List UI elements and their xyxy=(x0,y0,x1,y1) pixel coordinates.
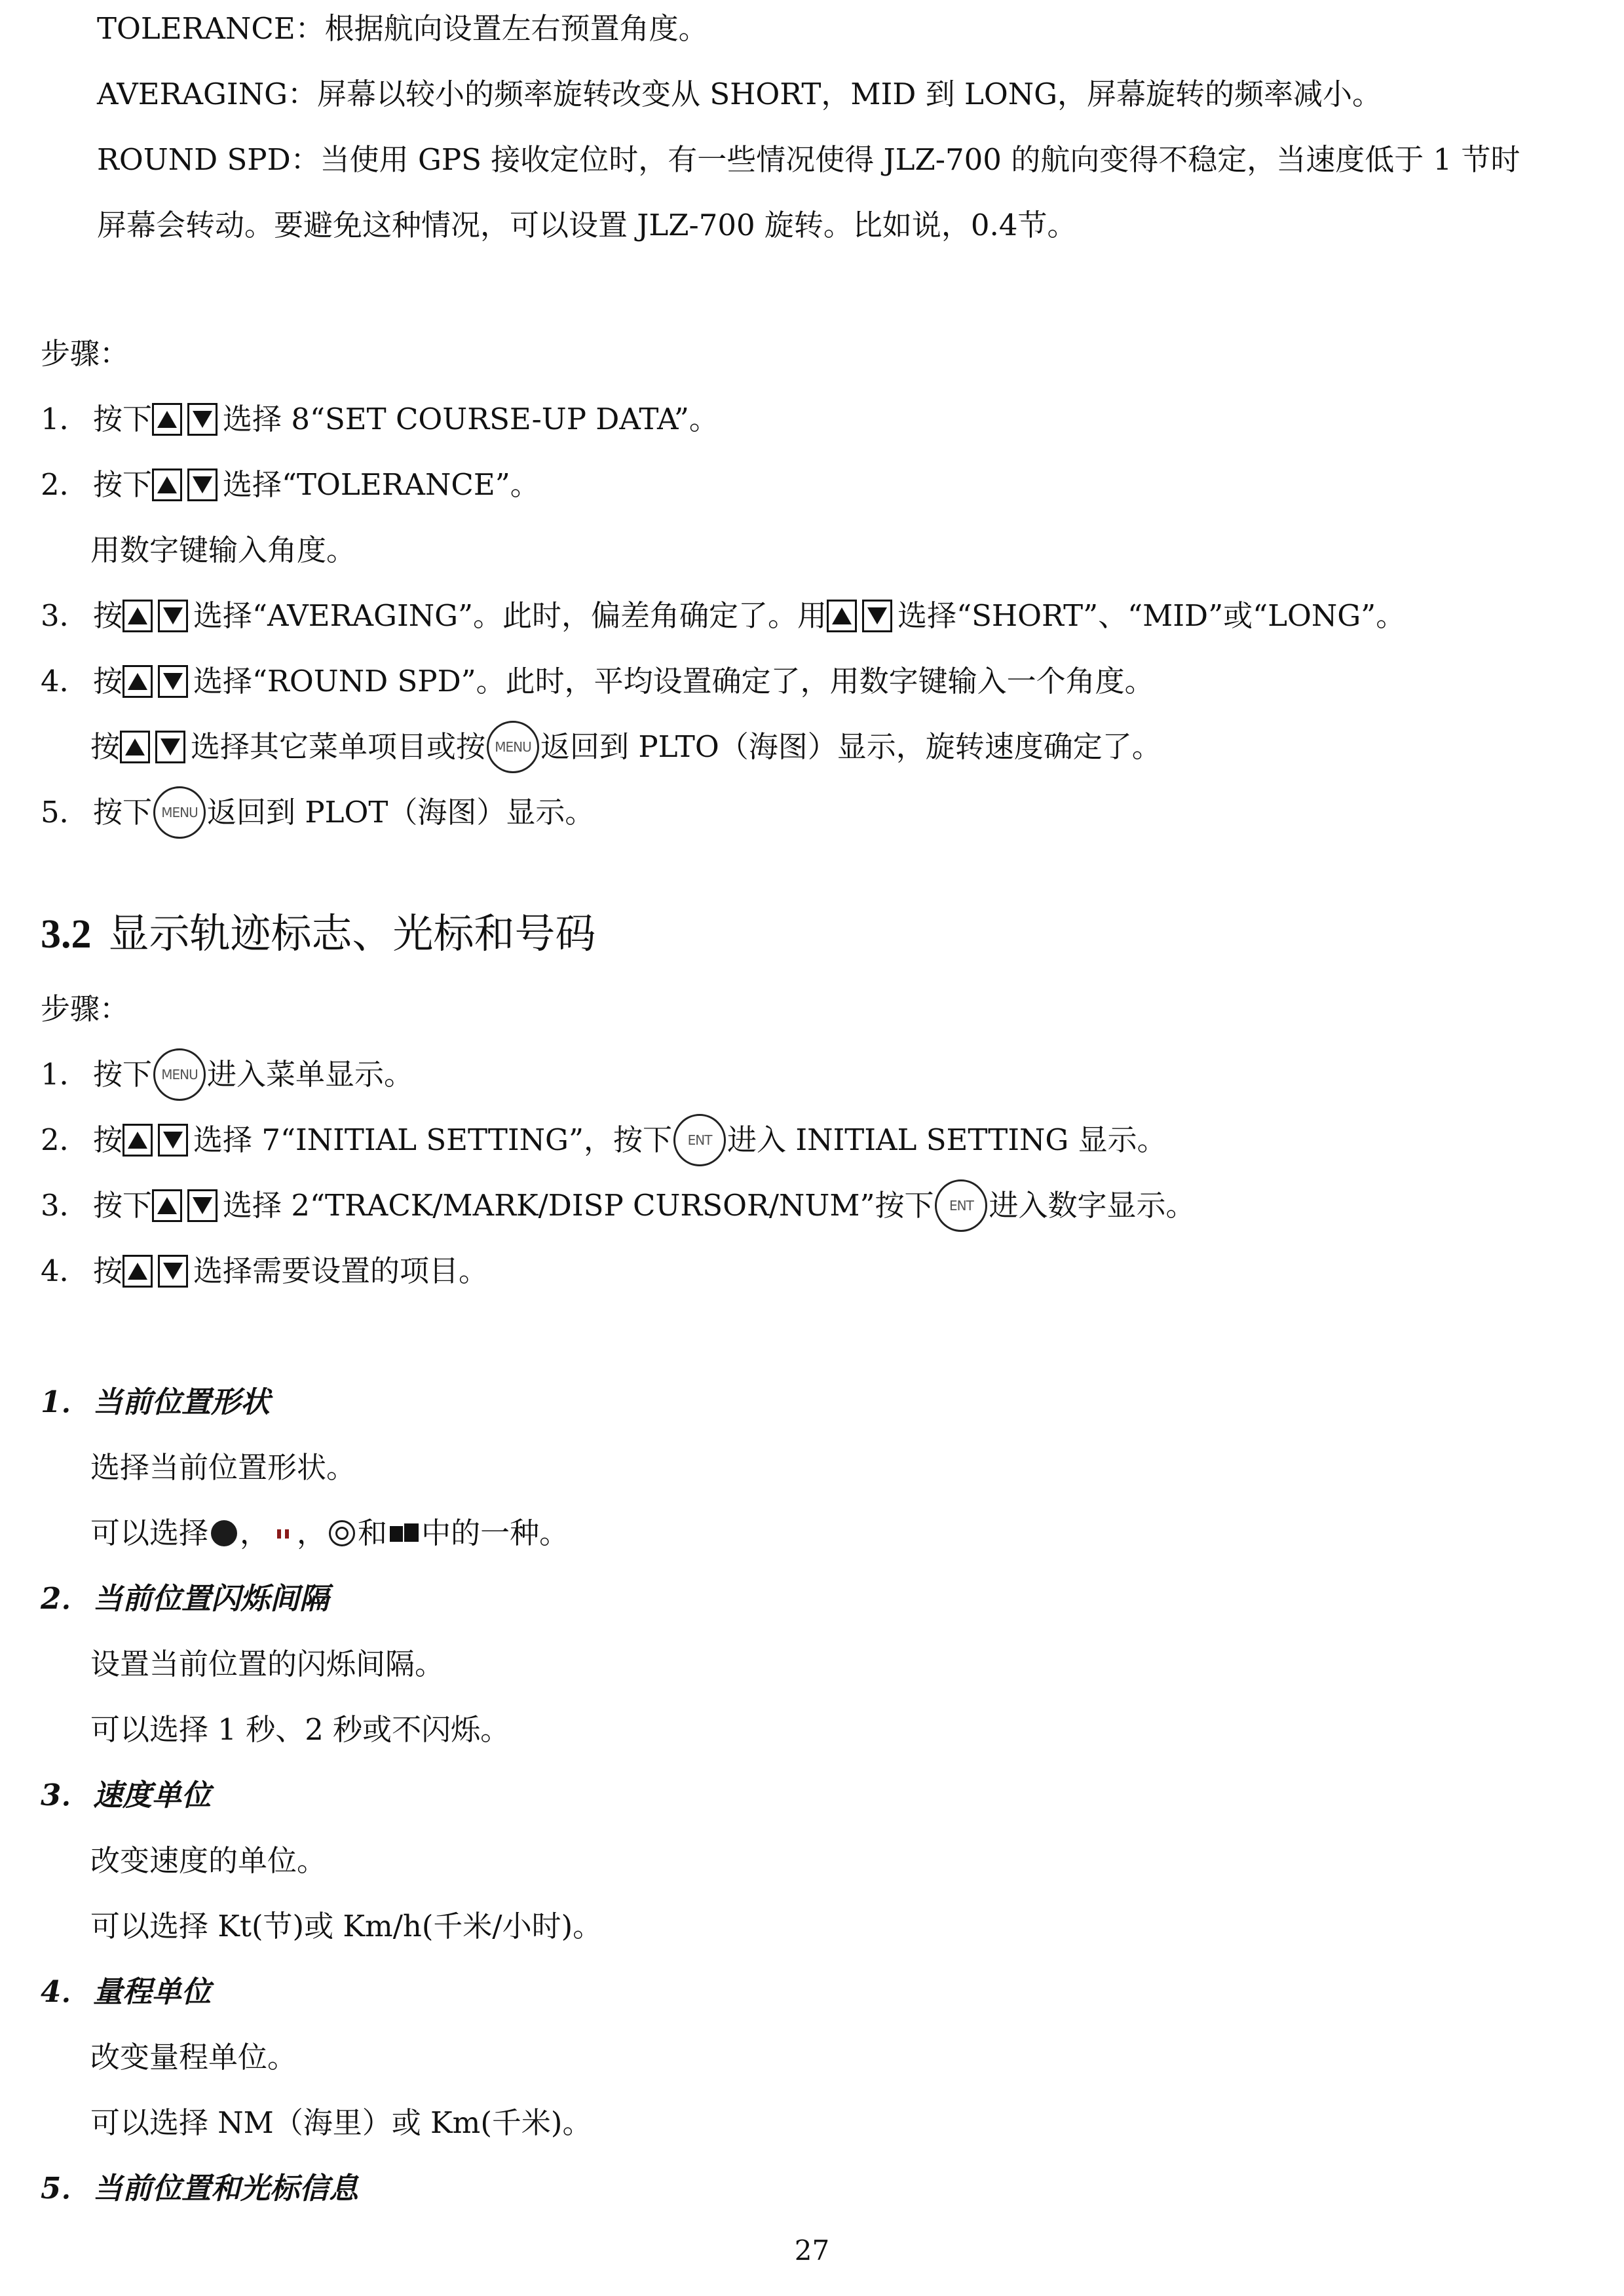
step-text: 按 xyxy=(93,1253,123,1288)
up-arrow-key-icon xyxy=(123,665,153,698)
down-arrow-key-icon xyxy=(158,665,188,698)
ring-circle-icon xyxy=(329,1520,355,1546)
averaging-text: AVERAGING：屏幕以较小的频率旋转改变从 SHORT，MID 到 LONG，屏幕旋转的频率减小。 xyxy=(97,77,1382,111)
step-text: 选择其它菜单项目或按 xyxy=(191,729,486,764)
item-2-line-1: 设置当前位置的闪烁间隔。 xyxy=(90,1647,445,1681)
up-arrow-key-icon xyxy=(123,600,153,632)
item-title: 速度单位 xyxy=(93,1778,212,1812)
item-title: 当前位置和光标信息 xyxy=(93,2171,359,2206)
item-title: 量程单位 xyxy=(93,1974,212,2009)
item-1-line-1: 选择当前位置形状。 xyxy=(90,1450,356,1485)
step-number: 2． xyxy=(41,467,89,502)
item-1-line-2 xyxy=(90,1514,569,1553)
step-text: 返回到 PLOT（海图）显示。 xyxy=(207,795,595,830)
item-text: 和 xyxy=(358,1516,388,1550)
comma-text: ， xyxy=(297,1516,327,1550)
step-number: 2． xyxy=(41,1122,89,1157)
item-number: 3． xyxy=(41,1778,91,1812)
step-text: 按下 xyxy=(93,1057,153,1092)
tolerance-text: TOLERANCE：根据航向设置左右预置角度。 xyxy=(97,11,708,46)
step-4 xyxy=(41,662,1154,701)
ent-key-icon: ENT xyxy=(673,1114,726,1166)
step-5 xyxy=(41,793,594,832)
step-text: 按 xyxy=(93,598,123,633)
item-1-heading xyxy=(41,1383,270,1422)
step-text: 按下 xyxy=(93,1188,153,1223)
up-arrow-key-icon xyxy=(152,469,182,501)
step-number: 4． xyxy=(41,664,89,698)
step-number: 3． xyxy=(41,1188,89,1223)
step-text: 选择“SHORT”、“MID”或“LONG”。 xyxy=(897,598,1406,633)
step-text: 选择 7“INITIAL SETTING”，按下 xyxy=(193,1122,673,1157)
item-3-line-1: 改变速度的单位。 xyxy=(90,1843,327,1878)
up-arrow-key-icon xyxy=(152,1189,182,1222)
step-number: 5． xyxy=(41,795,89,830)
item-title: 当前位置形状 xyxy=(93,1385,271,1419)
comma-text: ， xyxy=(240,1516,270,1550)
down-arrow-key-icon xyxy=(187,1189,217,1222)
item-text: 可以选择 xyxy=(90,1516,209,1550)
menu-key-icon: MENU xyxy=(153,786,206,839)
step2-4 xyxy=(41,1252,488,1291)
ent-key-icon: ENT xyxy=(935,1179,987,1232)
round-spd-text-1: ROUND SPD：当使用 GPS 接收定位时，有一些情况使得 JLZ-700 的航向变得不稳定，当速度低于 1 节时 xyxy=(97,142,1520,177)
item-text: 中的一种。 xyxy=(421,1516,569,1550)
step-text: 进入数字显示。 xyxy=(989,1188,1196,1223)
step-text: 按下 xyxy=(93,402,153,436)
up-arrow-key-icon xyxy=(123,1255,153,1288)
step-number: 1． xyxy=(41,402,89,436)
item-4-line-2: 可以选择 NM（海里）或 Km(千米)。 xyxy=(90,2105,592,2140)
step-text: 按 xyxy=(93,1122,123,1157)
step-text: 选择需要设置的项目。 xyxy=(193,1253,489,1288)
down-arrow-key-icon xyxy=(158,600,188,632)
item-2-heading xyxy=(41,1579,329,1618)
up-arrow-key-icon xyxy=(152,403,182,436)
down-arrow-key-icon xyxy=(187,469,217,501)
step2-2 xyxy=(41,1120,1167,1160)
item-3-heading xyxy=(41,1776,211,1815)
step-text: 进入 INITIAL SETTING 显示。 xyxy=(727,1122,1167,1157)
step-text: 进入菜单显示。 xyxy=(207,1057,414,1092)
step-text: 选择“AVERAGING”。此时，偏差角确定了。用 xyxy=(193,598,827,633)
round-spd-text-2: 屏幕会转动。要避免这种情况，可以设置 JLZ-700 旋转。比如说，0.4节。 xyxy=(97,208,1077,242)
item-number: 5． xyxy=(41,2171,91,2206)
down-arrow-key-icon xyxy=(862,600,892,632)
down-arrow-key-icon xyxy=(155,731,185,763)
item-3-line-2: 可以选择 Kt(节)或 Km/h(千米/小时)。 xyxy=(90,1909,603,1943)
step-3 xyxy=(41,596,1405,636)
small-marker-icon xyxy=(276,1527,290,1540)
step2-3 xyxy=(41,1186,1195,1225)
up-arrow-key-icon xyxy=(827,600,857,632)
step-text: 选择 8“SET COURSE-UP DATA”。 xyxy=(223,402,719,436)
menu-key-icon: MENU xyxy=(153,1048,206,1101)
boat-blocks-icon xyxy=(390,1523,419,1543)
step-number: 4． xyxy=(41,1253,89,1288)
steps-label: 步骤： xyxy=(41,336,130,371)
item-5-heading xyxy=(41,2169,358,2208)
section-number: 3.2 xyxy=(41,912,92,957)
item-4-heading xyxy=(41,1972,211,2012)
step-text: 按 xyxy=(90,729,121,764)
menu-key-icon: MENU xyxy=(487,721,539,773)
step-text: 选择 2“TRACK/MARK/DISP CURSOR/NUM”按下 xyxy=(223,1188,934,1223)
item-title: 当前位置闪烁间隔 xyxy=(93,1581,330,1616)
step-2-note: 用数字键输入角度。 xyxy=(90,533,356,567)
step-text: 选择“ROUND SPD”。此时，平均设置确定了，用数字键输入一个角度。 xyxy=(193,664,1154,698)
item-number: 1． xyxy=(41,1385,91,1419)
step-4-continued xyxy=(90,727,1161,767)
step-text: 按下 xyxy=(93,795,153,830)
section-title: 显示轨迹标志、光标和号码 xyxy=(108,909,596,957)
item-number: 4． xyxy=(41,1974,91,2009)
down-arrow-key-icon xyxy=(158,1255,188,1288)
up-arrow-key-icon xyxy=(120,731,150,763)
step-number: 3． xyxy=(41,598,89,633)
item-4-line-1: 改变量程单位。 xyxy=(90,2040,297,2075)
item-number: 2． xyxy=(41,1581,91,1616)
step-text: 返回到 PLTO（海图）显示，旋转速度确定了。 xyxy=(540,729,1161,764)
up-arrow-key-icon xyxy=(123,1124,153,1157)
down-arrow-key-icon xyxy=(158,1124,188,1157)
step-text: 按 xyxy=(93,664,123,698)
step-text: 选择“TOLERANCE”。 xyxy=(223,467,540,502)
page-number: 27 xyxy=(794,2234,830,2267)
step-2 xyxy=(41,465,540,505)
section-heading xyxy=(41,908,596,961)
step-number: 1． xyxy=(41,1057,89,1092)
item-2-line-2: 可以选择 1 秒、2 秒或不闪烁。 xyxy=(90,1712,510,1747)
step2-1 xyxy=(41,1055,413,1094)
step-text: 按下 xyxy=(93,467,153,502)
filled-circle-icon xyxy=(211,1520,237,1546)
down-arrow-key-icon xyxy=(187,403,217,436)
steps-label-2: 步骤： xyxy=(41,991,130,1026)
step-1 xyxy=(41,400,719,439)
